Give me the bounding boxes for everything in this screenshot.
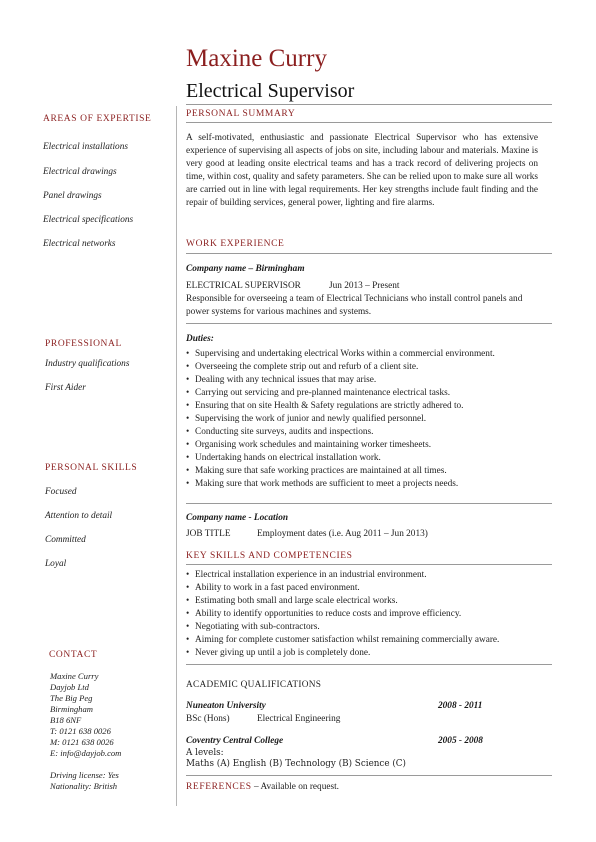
duties-label: Duties: bbox=[186, 334, 214, 344]
education-subject: Maths (A) English (B) Technology (B) Science (C) bbox=[186, 759, 406, 769]
section-divider bbox=[186, 253, 552, 254]
contact-mobile: M: 0121 638 0026 bbox=[50, 737, 114, 747]
job-title: Electrical Supervisor bbox=[186, 80, 355, 102]
skill-item: • Estimating both small and large scale electrical works. bbox=[186, 595, 499, 608]
duty-item: • Carrying out servicing and pre-planned maintenance electrical tasks. bbox=[186, 387, 495, 400]
expertise-item: Panel drawings bbox=[43, 191, 102, 201]
expertise-heading: AREAS OF EXPERTISE bbox=[43, 114, 152, 124]
summary-heading: PERSONAL SUMMARY bbox=[186, 109, 296, 119]
section-divider bbox=[186, 323, 552, 324]
section-divider bbox=[186, 775, 552, 776]
job1-title: ELECTRICAL SUPERVISOR bbox=[186, 281, 301, 291]
education-degree: A levels: bbox=[186, 748, 224, 758]
duty-item: • Overseeing the complete strip out and refurb of a client site. bbox=[186, 361, 495, 374]
section-divider bbox=[186, 122, 552, 123]
expertise-item: Electrical networks bbox=[43, 239, 116, 249]
education-years: 2005 - 2008 bbox=[438, 736, 483, 746]
personal-skill-item: Loyal bbox=[45, 559, 67, 569]
skill-item: • Ability to identify opportunities to reduce costs and improve efficiency. bbox=[186, 608, 499, 621]
candidate-name: Maxine Curry bbox=[186, 45, 327, 72]
duty-item: • Conducting site surveys, audits and inspections. bbox=[186, 426, 495, 439]
education-institution: Nuneaton University bbox=[186, 701, 266, 711]
job1-description: Responsible for overseeing a team of Electrical Technicians who install control panels and power systems for various machines and systems. bbox=[186, 294, 523, 317]
references-line bbox=[186, 781, 339, 794]
duty-item: • Making sure that safe working practices are maintained at all times. bbox=[186, 465, 495, 478]
contact-email[interactable]: E: info@dayjob.com bbox=[50, 748, 122, 758]
expertise-item: Electrical specifications bbox=[43, 215, 134, 225]
job1-dates: Jun 2013 – Present bbox=[329, 281, 400, 291]
personal-skill-item: Committed bbox=[45, 535, 86, 545]
job2-title: JOB TITLE bbox=[186, 529, 231, 539]
header-divider bbox=[186, 104, 552, 105]
contact-name: Maxine Curry bbox=[50, 671, 99, 681]
expertise-item: Electrical installations bbox=[43, 142, 128, 152]
contact-company: Dayjob Ltd bbox=[50, 682, 89, 692]
job2-dates: Employment dates (i.e. Aug 2011 – Jun 2013) bbox=[257, 529, 428, 539]
duty-item: • Making sure that work methods are sufficient to meet a projects needs. bbox=[186, 478, 495, 491]
column-divider bbox=[176, 106, 177, 806]
section-divider bbox=[186, 664, 552, 665]
skill-item: • Never giving up until a job is completely done. bbox=[186, 647, 499, 660]
duty-item: • Supervising the work of junior and newly qualified personnel. bbox=[186, 413, 495, 426]
contact-city: Birmingham bbox=[50, 704, 93, 714]
personal-skills-heading: PERSONAL SKILLS bbox=[45, 463, 138, 473]
duty-item: • Undertaking hands on electrical installation work. bbox=[186, 452, 495, 465]
education-degree: BSc (Hons) bbox=[186, 714, 230, 724]
education-subject: Electrical Engineering bbox=[257, 714, 341, 724]
driving-license: Driving license: Yes bbox=[50, 770, 119, 780]
duty-item: • Organising work schedules and maintaining worker timesheets. bbox=[186, 439, 495, 452]
references-heading: REFERENCES bbox=[186, 782, 252, 792]
section-divider bbox=[186, 503, 552, 504]
duties-list bbox=[186, 348, 495, 491]
professional-heading: PROFESSIONAL bbox=[45, 339, 122, 349]
duty-item: • Ensuring that on site Health & Safety regulations are strictly adhered to. bbox=[186, 400, 495, 413]
education-institution: Coventry Central College bbox=[186, 736, 284, 746]
duty-item: • Dealing with any technical issues that may arise. bbox=[186, 374, 495, 387]
skill-item: • Electrical installation experience in an industrial environment. bbox=[186, 569, 499, 582]
section-divider bbox=[186, 564, 552, 565]
key-skills-list bbox=[186, 569, 499, 660]
personal-skill-item: Focused bbox=[45, 487, 77, 497]
skill-item: • Aiming for complete customer satisfaction whilst remaining commercially aware. bbox=[186, 634, 499, 647]
key-skills-heading: KEY SKILLS AND COMPETENCIES bbox=[186, 551, 353, 561]
expertise-item: Electrical drawings bbox=[43, 167, 117, 177]
job1-company: Company name – Birmingham bbox=[186, 264, 305, 274]
personal-skill-item: Attention to detail bbox=[45, 511, 113, 521]
skill-item: • Ability to work in a fast paced environment. bbox=[186, 582, 499, 595]
skill-item: • Negotiating with sub-contractors. bbox=[186, 621, 499, 634]
job2-company: Company name - Location bbox=[186, 513, 289, 523]
education-years: 2008 - 2011 bbox=[438, 701, 483, 711]
work-experience-heading: WORK EXPERIENCE bbox=[186, 239, 285, 249]
summary-text: A self-motivated, enthusiastic and passionate Electrical Supervisor who has extensive experience of supervising all aspects of jobs on site, including labour and materials. Maxine is very good at leading onsite electrical teams and has a track record of delivering projects on time, within cost, quality and safety parameters. She can be relied upon to make sure all works are carried out in line with legal requirements. Her key strengths include fault finding and the repair of building services, general power, lighting and fire alarms. bbox=[186, 133, 538, 208]
contact-postcode: B18 6NF bbox=[50, 715, 82, 725]
contact-heading: CONTACT bbox=[49, 650, 98, 660]
professional-item: Industry qualifications bbox=[45, 359, 130, 369]
professional-item: First Aider bbox=[45, 383, 86, 393]
contact-address-line: The Big Peg bbox=[50, 693, 93, 703]
contact-block bbox=[50, 671, 121, 792]
duty-item: • Supervising and undertaking electrical Works within a commercial environment. bbox=[186, 348, 495, 361]
nationality: Nationality: British bbox=[50, 781, 118, 791]
education-heading: ACADEMIC QUALIFICATIONS bbox=[186, 680, 322, 690]
references-text: – Available on request. bbox=[251, 782, 340, 792]
contact-telephone: T: 0121 638 0026 bbox=[50, 726, 111, 736]
